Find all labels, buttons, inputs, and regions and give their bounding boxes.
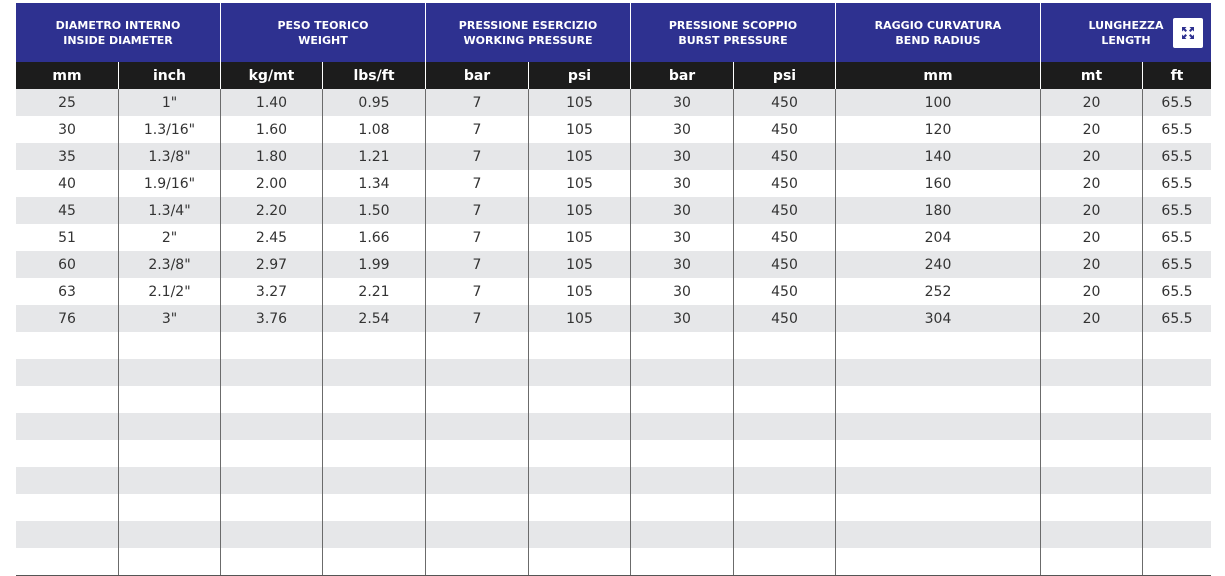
- unit-header-cell: bar: [631, 62, 734, 89]
- table-cell: [119, 332, 221, 359]
- group-header-english: LENGTH: [1101, 33, 1151, 47]
- table-cell: [16, 440, 119, 467]
- table-cell: [1143, 386, 1211, 413]
- table-cell: [16, 548, 119, 575]
- table-cell: 450: [734, 89, 836, 116]
- unit-header-cell: mt: [1041, 62, 1143, 89]
- table-cell: 30: [631, 116, 734, 143]
- table-cell: [323, 494, 426, 521]
- group-header-italian: DIAMETRO INTERNO: [55, 18, 181, 32]
- group-header-english: WORKING PRESSURE: [463, 33, 593, 47]
- table-cell: 30: [631, 170, 734, 197]
- table-cell: 2.97: [221, 251, 323, 278]
- table-cell: 1.3/8": [119, 143, 221, 170]
- table-cell: [734, 440, 836, 467]
- table-cell: 450: [734, 170, 836, 197]
- table-cell: [221, 413, 323, 440]
- table-row: [16, 440, 1211, 467]
- table-cell: [1143, 359, 1211, 386]
- unit-header-cell: ft: [1170, 67, 1184, 84]
- table-cell: 1.99: [323, 251, 426, 278]
- table-cell: 65.5: [1161, 175, 1193, 192]
- table-cell: 20: [1041, 89, 1143, 116]
- group-header-cell: [221, 3, 426, 62]
- table-cell: [119, 386, 221, 413]
- table-cell: [221, 332, 323, 359]
- table-cell: 1.34: [323, 170, 426, 197]
- table-cell: 65.5: [1161, 310, 1193, 327]
- group-header-italian: RAGGIO CURVATURA: [874, 18, 1002, 32]
- spec-table: [16, 3, 1211, 576]
- table-cell: [323, 467, 426, 494]
- group-header-italian: PRESSIONE ESERCIZIO: [458, 18, 598, 32]
- table-cell: 65.5: [1161, 94, 1193, 111]
- table-cell: 20: [1041, 197, 1143, 224]
- table-cell: 3.76: [221, 305, 323, 332]
- table-cell: [836, 413, 1041, 440]
- table-cell: [529, 386, 631, 413]
- unit-header-cell: mm: [836, 62, 1041, 89]
- table-cell: [529, 548, 631, 575]
- table-cell: 20: [1041, 305, 1143, 332]
- table-cell: 2.54: [323, 305, 426, 332]
- table-cell: [16, 467, 119, 494]
- table-cell: [836, 332, 1041, 359]
- table-row: [16, 197, 1211, 224]
- table-cell: 105: [529, 278, 631, 305]
- table-row: [16, 170, 1211, 197]
- table-cell: [426, 440, 529, 467]
- unit-header-cell: inch: [119, 62, 221, 89]
- table-cell: [836, 548, 1041, 575]
- table-cell: 1.08: [323, 116, 426, 143]
- unit-header-cell: kg/mt: [221, 62, 323, 89]
- unit-header-cell: mm: [16, 62, 119, 89]
- table-cell: 2.45: [221, 224, 323, 251]
- table-cell: [529, 494, 631, 521]
- table-cell: [426, 467, 529, 494]
- table-cell: 30: [631, 305, 734, 332]
- table-cell: [1143, 332, 1211, 359]
- table-cell: [734, 413, 836, 440]
- table-row: [16, 143, 1211, 170]
- table-row: [16, 359, 1211, 386]
- table-cell: [426, 413, 529, 440]
- table-cell: [1041, 386, 1143, 413]
- table-row: [16, 494, 1211, 521]
- table-cell: 20: [1041, 251, 1143, 278]
- table-cell: [119, 548, 221, 575]
- table-row: [16, 278, 1211, 305]
- table-cell: [426, 521, 529, 548]
- table-cell: [631, 332, 734, 359]
- table-cell: [1041, 521, 1143, 548]
- table-cell: 180: [836, 197, 1041, 224]
- table-cell: 100: [836, 89, 1041, 116]
- table-cell: 450: [734, 116, 836, 143]
- table-cell: [631, 494, 734, 521]
- group-header-cell: [631, 3, 836, 62]
- table-cell: 20: [1041, 116, 1143, 143]
- table-cell: 2.3/8": [119, 251, 221, 278]
- table-cell: 76: [16, 305, 119, 332]
- table-cell: 7: [426, 251, 529, 278]
- group-header-english: INSIDE DIAMETER: [63, 33, 173, 47]
- table-cell: 0.95: [323, 89, 426, 116]
- table-cell: [631, 521, 734, 548]
- table-cell: 450: [734, 278, 836, 305]
- table-cell: [529, 413, 631, 440]
- table-row: [16, 413, 1211, 440]
- table-row: [16, 224, 1211, 251]
- table-row: [16, 467, 1211, 494]
- table-cell: 1.66: [323, 224, 426, 251]
- table-cell: 1.40: [221, 89, 323, 116]
- table-cell: [631, 386, 734, 413]
- table-cell: [529, 521, 631, 548]
- table-cell: 450: [734, 251, 836, 278]
- table-cell: [734, 521, 836, 548]
- table-cell: 35: [16, 143, 119, 170]
- table-cell: 2.20: [221, 197, 323, 224]
- group-header-cell: [426, 3, 631, 62]
- table-cell: [119, 359, 221, 386]
- table-cell: 252: [836, 278, 1041, 305]
- table-cell: [119, 413, 221, 440]
- unit-header-cell: psi: [734, 62, 836, 89]
- unit-header-cell: lbs/ft: [323, 62, 426, 89]
- table-row: [16, 251, 1211, 278]
- table-cell: [221, 548, 323, 575]
- table-cell: [1041, 359, 1143, 386]
- table-cell: [119, 467, 221, 494]
- table-cell: 2.1/2": [119, 278, 221, 305]
- table-cell: 105: [529, 143, 631, 170]
- table-cell: [1143, 467, 1211, 494]
- table-cell: [1041, 548, 1143, 575]
- table-cell: [426, 548, 529, 575]
- table-cell: 45: [16, 197, 119, 224]
- table-row: [16, 305, 1211, 332]
- expand-table-button[interactable]: [1173, 18, 1203, 48]
- table-cell: [529, 467, 631, 494]
- table-cell: 7: [426, 170, 529, 197]
- table-cell: 1.80: [221, 143, 323, 170]
- table-row: [16, 521, 1211, 548]
- table-cell: 2.00: [221, 170, 323, 197]
- table-cell: 30: [631, 278, 734, 305]
- table-cell: [323, 413, 426, 440]
- expand-arrows-icon: [1181, 26, 1195, 40]
- table-cell: [16, 413, 119, 440]
- table-cell: [221, 440, 323, 467]
- table-cell: 1.3/16": [119, 116, 221, 143]
- table-cell: [836, 467, 1041, 494]
- table-cell: [221, 494, 323, 521]
- table-cell: [1041, 440, 1143, 467]
- table-cell: 2": [119, 224, 221, 251]
- table-cell: 7: [426, 197, 529, 224]
- table-row: [16, 89, 1211, 116]
- table-cell: 51: [16, 224, 119, 251]
- table-cell: [734, 494, 836, 521]
- table-cell: [631, 440, 734, 467]
- group-header-cell: [1041, 3, 1211, 62]
- table-cell: 1.50: [323, 197, 426, 224]
- table-cell: 30: [631, 89, 734, 116]
- table-cell: 240: [836, 251, 1041, 278]
- table-cell: 105: [529, 116, 631, 143]
- table-cell: 140: [836, 143, 1041, 170]
- table-cell: 1.21: [323, 143, 426, 170]
- table-cell: [1143, 413, 1211, 440]
- table-cell: [836, 440, 1041, 467]
- table-cell: 1.3/4": [119, 197, 221, 224]
- table-cell: [1143, 440, 1211, 467]
- table-cell: [426, 332, 529, 359]
- table-cell: [16, 359, 119, 386]
- table-cell: [323, 521, 426, 548]
- table-cell: 20: [1041, 143, 1143, 170]
- table-cell: [1143, 548, 1211, 575]
- table-cell: [734, 386, 836, 413]
- table-cell: 1.60: [221, 116, 323, 143]
- table-row: [16, 548, 1211, 575]
- table-cell: 7: [426, 305, 529, 332]
- table-cell: [631, 413, 734, 440]
- table-cell: 20: [1041, 170, 1143, 197]
- table-cell: [631, 548, 734, 575]
- table-cell: 7: [426, 116, 529, 143]
- table-cell: 7: [426, 224, 529, 251]
- table-cell: 65.5: [1161, 256, 1193, 273]
- table-cell: [631, 467, 734, 494]
- table-cell: 30: [631, 143, 734, 170]
- group-header-english: BEND RADIUS: [895, 33, 981, 47]
- table-cell: 105: [529, 89, 631, 116]
- table-cell: 304: [836, 305, 1041, 332]
- table-row: [16, 332, 1211, 359]
- table-body: [16, 89, 1211, 575]
- table-cell: 105: [529, 251, 631, 278]
- table-cell: [16, 332, 119, 359]
- table-cell: [221, 467, 323, 494]
- table-cell: [529, 440, 631, 467]
- table-cell: [426, 386, 529, 413]
- table-cell: [323, 332, 426, 359]
- table-cell: 65.5: [1161, 148, 1193, 165]
- table-cell: 60: [16, 251, 119, 278]
- table-cell: 65.5: [1161, 202, 1193, 219]
- unit-header-cell: psi: [529, 62, 631, 89]
- group-header-italian: PESO TEORICO: [277, 18, 369, 32]
- table-cell: [1041, 467, 1143, 494]
- table-cell: 450: [734, 143, 836, 170]
- table-cell: [16, 521, 119, 548]
- table-cell: 40: [16, 170, 119, 197]
- table-cell: 1": [119, 89, 221, 116]
- table-cell: [221, 386, 323, 413]
- table-cell: 105: [529, 170, 631, 197]
- table-cell: [323, 548, 426, 575]
- table-cell: 30: [631, 251, 734, 278]
- table-cell: [119, 494, 221, 521]
- table-cell: [323, 386, 426, 413]
- table-cell: [734, 359, 836, 386]
- table-cell: 7: [426, 278, 529, 305]
- table-cell: [631, 359, 734, 386]
- table-cell: 20: [1041, 278, 1143, 305]
- table-cell: 160: [836, 170, 1041, 197]
- table-cell: [836, 359, 1041, 386]
- table-unit-header: [16, 62, 1211, 89]
- table-cell: 450: [734, 305, 836, 332]
- table-cell: 2.21: [323, 278, 426, 305]
- table-cell: [836, 386, 1041, 413]
- table-cell: 1.9/16": [119, 170, 221, 197]
- table-cell: 30: [631, 197, 734, 224]
- table-cell: 20: [1041, 224, 1143, 251]
- table-cell: 7: [426, 143, 529, 170]
- group-header-english: BURST PRESSURE: [678, 33, 788, 47]
- table-row: [16, 386, 1211, 413]
- table-cell: 65.5: [1161, 283, 1193, 300]
- table-cell: 105: [529, 305, 631, 332]
- table-cell: [734, 467, 836, 494]
- group-header-italian: LUNGHEZZA: [1088, 18, 1164, 32]
- table-cell: 120: [836, 116, 1041, 143]
- table-cell: [1143, 521, 1211, 548]
- table-cell: 3": [119, 305, 221, 332]
- table-row: [16, 116, 1211, 143]
- table-cell: 450: [734, 197, 836, 224]
- group-header-english: WEIGHT: [298, 33, 348, 47]
- group-header-cell: [836, 3, 1041, 62]
- table-cell: [426, 494, 529, 521]
- group-header-italian: PRESSIONE SCOPPIO: [668, 18, 798, 32]
- table-cell: [1041, 413, 1143, 440]
- table-cell: [529, 332, 631, 359]
- table-cell: 105: [529, 224, 631, 251]
- table-cell: 204: [836, 224, 1041, 251]
- table-cell: 105: [529, 197, 631, 224]
- unit-header-cell: bar: [426, 62, 529, 89]
- table-cell: [426, 359, 529, 386]
- table-cell: 63: [16, 278, 119, 305]
- table-cell: 30: [631, 224, 734, 251]
- table-cell: [119, 440, 221, 467]
- table-cell: 25: [16, 89, 119, 116]
- table-cell: [16, 494, 119, 521]
- table-cell: 30: [16, 116, 119, 143]
- table-cell: [221, 521, 323, 548]
- table-cell: 7: [426, 89, 529, 116]
- table-cell: [16, 386, 119, 413]
- group-header-cell: [16, 3, 221, 62]
- table-cell: [1041, 332, 1143, 359]
- table-cell: [734, 332, 836, 359]
- table-cell: [836, 521, 1041, 548]
- table-cell: [119, 521, 221, 548]
- table-group-header: [16, 3, 1211, 62]
- table-cell: [1143, 494, 1211, 521]
- table-cell: [323, 440, 426, 467]
- table-cell: 65.5: [1161, 229, 1193, 246]
- table-cell: 65.5: [1161, 121, 1193, 138]
- table-cell: 3.27: [221, 278, 323, 305]
- table-cell: [221, 359, 323, 386]
- table-cell: [1041, 494, 1143, 521]
- table-cell: 450: [734, 224, 836, 251]
- table-cell: [734, 548, 836, 575]
- table-cell: [836, 494, 1041, 521]
- table-cell: [323, 359, 426, 386]
- table-cell: [529, 359, 631, 386]
